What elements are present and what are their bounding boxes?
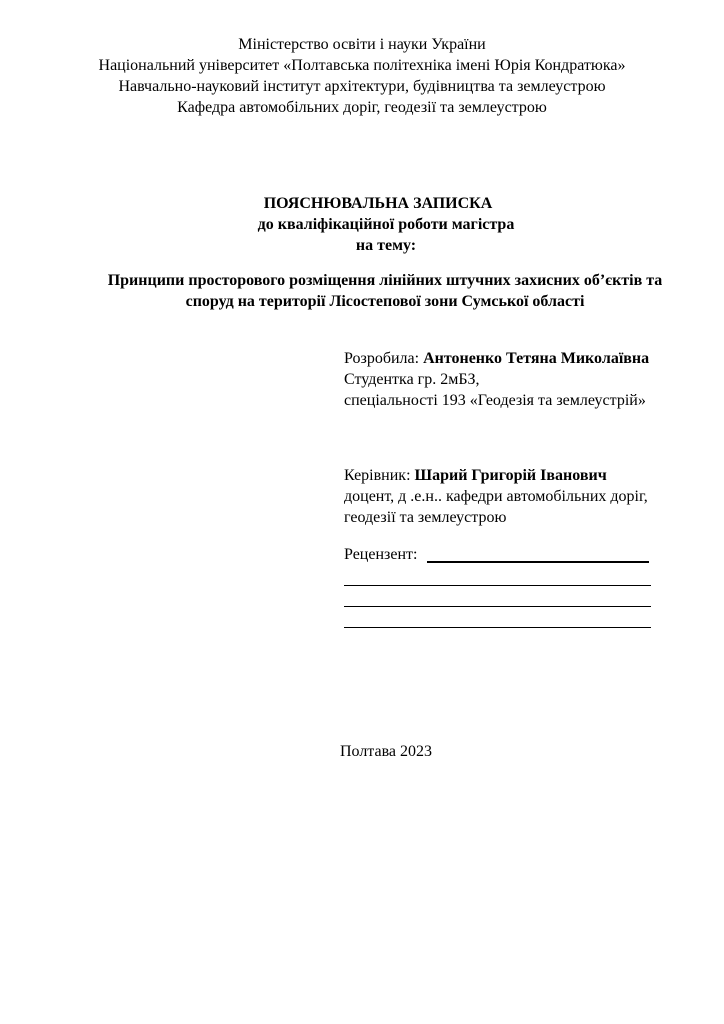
author-label: Розробила:: [344, 350, 420, 367]
theme-line-2: споруд на території Лісостепової зони Сумської області: [185, 293, 585, 310]
author-name: Антоненко Тетяна Миколаївна: [423, 350, 650, 367]
university-line: Національний університет «Полтавська політехніка імені Юрія Кондратюка»: [98, 57, 626, 74]
city-year: Полтава 2023: [339, 743, 433, 760]
institution-header: [0, 34, 724, 118]
reviewer-name-blank: [427, 544, 649, 563]
supervisor-label: Керівник:: [344, 467, 411, 484]
supervisor-block: [344, 465, 694, 528]
reviewer-blank-line-2: [344, 586, 651, 607]
reviewer-blank-line-1: [344, 565, 651, 586]
author-group: Студентка гр. 2мБЗ,: [344, 371, 480, 388]
title-line-3: на тему:: [355, 237, 417, 254]
author-block: [344, 348, 694, 411]
department-line: Кафедра автомобільних доріг, геодезії та землеустрою: [177, 99, 547, 116]
reviewer-label: Рецензент:: [344, 546, 418, 563]
title-line-2: до кваліфікаційної роботи магістра: [257, 216, 515, 233]
ministry-line: Міністерство освіти і науки України: [238, 36, 486, 53]
author-specialty: спеціальності 193 «Геодезія та землеустрій»: [344, 392, 646, 409]
supervisor-name: Шарий Григорій Іванович: [414, 467, 607, 484]
theme-line-1: Принципи просторового розміщення лінійних штучних захисних об’єктів та: [107, 272, 663, 289]
thesis-theme: [70, 270, 700, 312]
title-line-1: ПОЯСНЮВАЛЬНА ЗАПИСКА: [263, 195, 493, 212]
institute-line: Навчально-науковий інститут архітектури, будівництва та землеустрою: [118, 78, 606, 95]
document-title: [0, 193, 724, 256]
supervisor-department: геодезії та землеустрою: [344, 509, 507, 526]
reviewer-block: [344, 544, 694, 628]
supervisor-position: доцент, д .е.н.. кафедри автомобільних доріг,: [344, 488, 648, 505]
reviewer-blank-line-3: [344, 607, 651, 628]
